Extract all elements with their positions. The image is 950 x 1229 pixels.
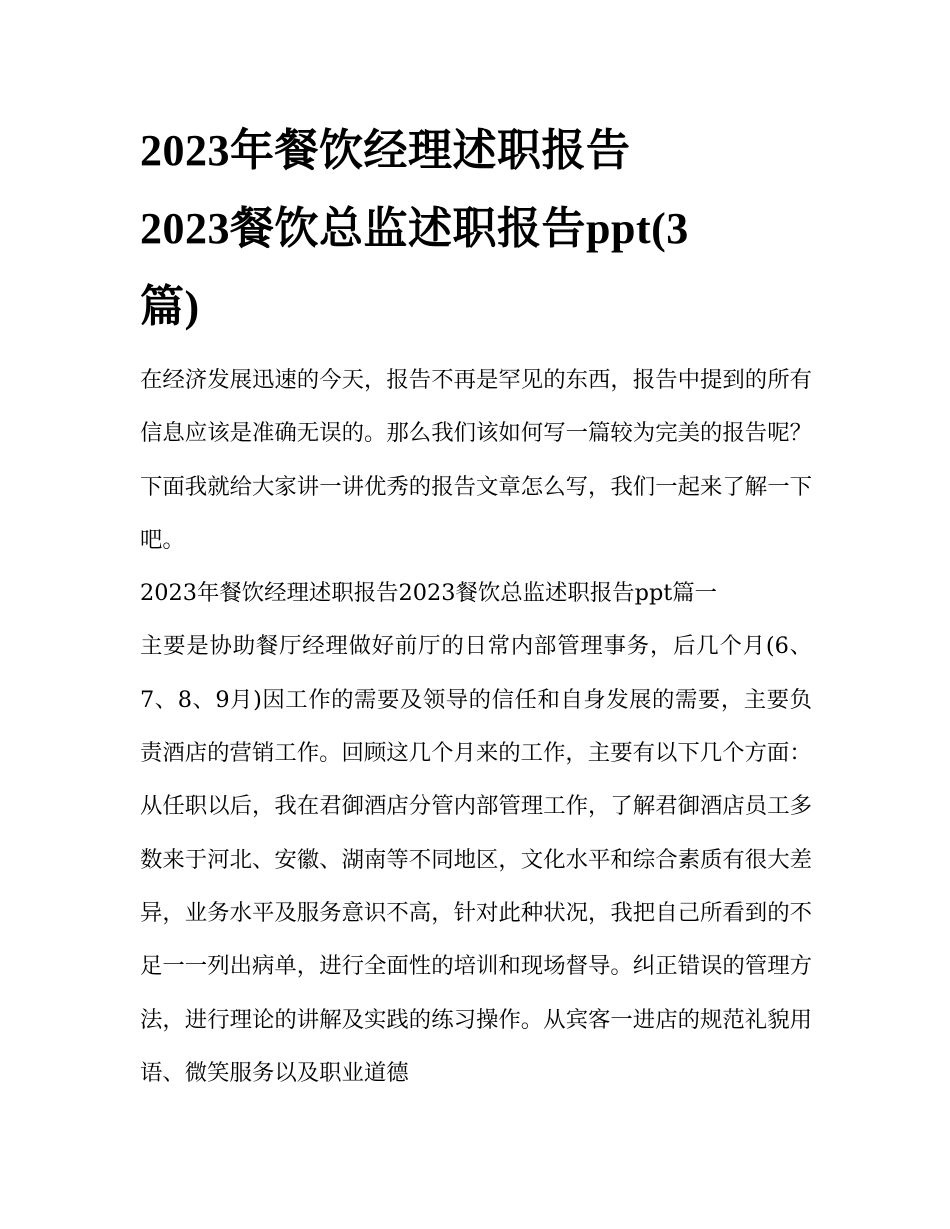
duties-paragraph: 主要是协助餐厅经理做好前厅的日常内部管理事务，后几个月(6、7、8、9月)因工作的需要及领导的信任和自身发展的需要，主要负责酒店的营销工作。回顾这几个月来的工作，主要有以下几个方面： [140, 633, 812, 767]
document-body [140, 346, 812, 1100]
document-title [140, 112, 812, 346]
title-line-1: 2023年餐饮经理述职报告 [140, 126, 631, 175]
section-heading-paragraph: 2023年餐饮经理述职报告2023餐饮总监述职报告ppt篇一 [140, 580, 718, 607]
intro-paragraph: 在经济发展迅速的今天，报告不再是罕见的东西，报告中提到的所有信息应该是准确无误的。那么我们该如何写一篇较为完美的报告呢？下面我就给大家讲一讲优秀的报告文章怎么写，我们一起来了解一下吧。 [140, 367, 812, 553]
title-line-3: 篇) [140, 282, 200, 331]
document-content [140, 112, 812, 1100]
management-paragraph: 从任职以后，我在君御酒店分管内部管理工作，了解君御酒店员工多数来于河北、安徽、湖南等不同地区，文化水平和综合素质有很大差异，业务水平及服务意识不高，针对此种状况，我把自己所看到的不足一一列出病单，进行全面性的培训和现场督导。纠正错误的管理方法，进行理论的讲解及实践的练习操作。从宾客一进店的规范礼貌用语、微笑服务以及职业道德 [140, 793, 812, 1086]
title-line-2: 2023餐饮总监述职报告ppt(3 [140, 204, 689, 253]
